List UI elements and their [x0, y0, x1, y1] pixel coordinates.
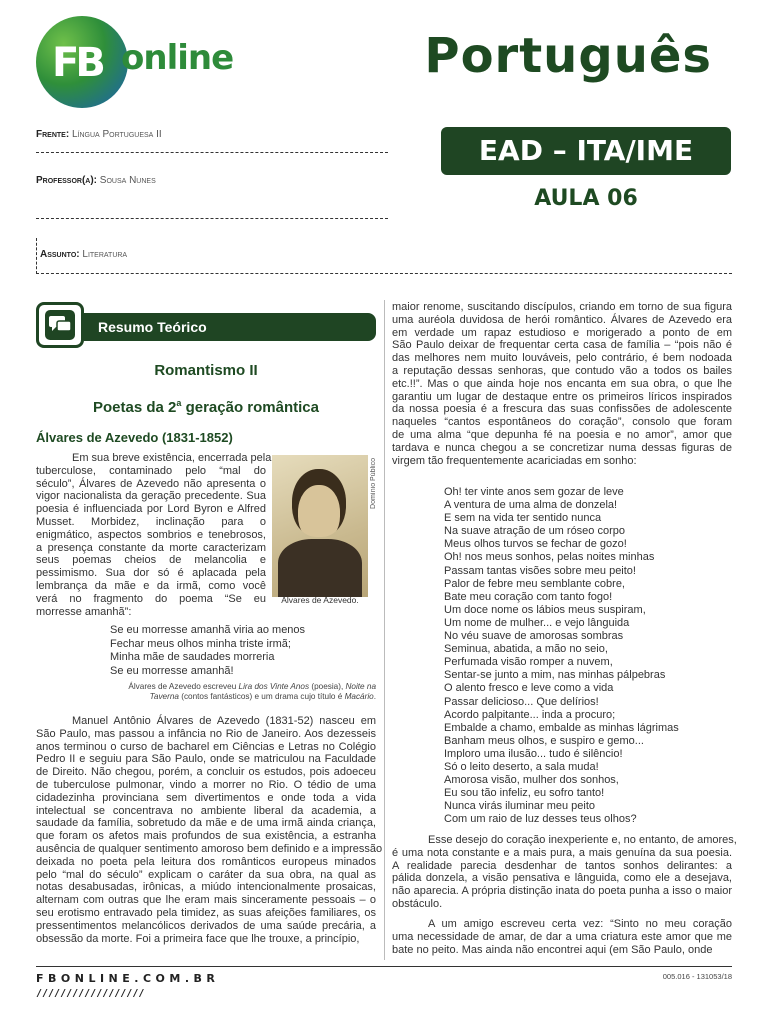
poem-excerpt	[110, 624, 305, 678]
text-line: pálida donzela, a visão pensativa e lânguida, como ele a desejava,	[392, 872, 732, 885]
text-line: Esse desejo do coração inexperiente e, no entanto, de amores,	[428, 834, 737, 846]
document-code: 005.016 - 131053/18	[662, 972, 732, 981]
text-line: é uma nota constante e a mais pura, a mais genuína da sua poesia.	[392, 846, 732, 859]
professor-label: Professor(a):	[36, 175, 97, 186]
text-line: Seminua, abatida, a mão no seio,	[444, 643, 608, 656]
text-line: que foram os afetos mais profundos de sua existência, a estranha	[36, 830, 376, 843]
text-line: tuberculose, contaminado pelo “mal do	[36, 464, 266, 477]
text-line: Um doce nome os lábios meus suspiram,	[444, 603, 646, 616]
divider	[36, 238, 38, 274]
chat-icon	[36, 302, 84, 348]
ead-badge: EAD – ITA/IME	[441, 127, 731, 175]
text-line: No véu suave de amorosas sombras	[444, 630, 624, 643]
text-line: Musset. Morbidez, inclinação para o	[36, 515, 266, 528]
paragraph	[36, 452, 272, 618]
text-line: uma necessidade de amar, de dar a uma criatura este amor que me	[392, 930, 732, 943]
photo-caption: Álvares de Azevedo.	[281, 595, 359, 605]
text-line: Em sua breve existência, encerrada pela	[72, 452, 272, 464]
text-line: Bate meu coração com tanto fogo!	[444, 590, 613, 603]
aula-number: AULA 06	[534, 186, 638, 211]
professor-field	[36, 175, 156, 186]
text-line: São Paulo, mas passou a infância no Rio de Janeiro. Aos dezesseis	[36, 727, 376, 740]
text-line: O alento fresco e leve como a vida	[444, 682, 614, 695]
footer-site-link[interactable]: FBONLINE.COM.BR	[36, 972, 220, 985]
frente-field	[36, 129, 162, 140]
assunto-label: Assunto:	[40, 249, 80, 260]
text-line: Amorosa visão, mulher dos sonhos,	[444, 774, 619, 787]
text-line: tardava e nunca chegou a se concretizar numa dessas figuras de	[392, 441, 732, 454]
text-line: de uma alma “que depunha fé na poesia e no amor”, amor que	[392, 428, 732, 441]
text-line: morresse amanhã”:	[36, 605, 132, 618]
paragraph	[392, 834, 737, 911]
text-line: pessimismo. Sua dor só é aplacada pela	[36, 567, 266, 580]
text-line: Embalde a chamo, embalde as minhas lágrimas	[444, 721, 679, 734]
text-line: A realidade parecia desdenhar de tantos sonhos delirantes: a	[392, 859, 732, 872]
frente-label: Frente:	[36, 129, 70, 140]
text-line: anos terminou o curso de bacharel em Ciências e Letras no Colégio	[36, 740, 376, 753]
text-line: enigmático, aspectos sombrios e tenebrosos,	[36, 528, 266, 541]
text-line: Nunca virás iluminar meu peito	[444, 800, 596, 813]
heading-poetas: Poetas da 2$^a$ geração romântica	[93, 398, 319, 416]
text-line: uma auréola duvidosa de herói romântico. Álvares de Azevedo era	[392, 313, 732, 326]
text-line: em verdade um rapaz estudioso e morigerado a ponto de em	[392, 326, 732, 339]
text-line: Um nome de mulher... e vejo lânguida	[444, 616, 630, 629]
text-line: bate no peito. Mas ainda não encontrei aqui (em São Paulo, onde	[392, 943, 713, 956]
text-line: Oh! nos meus sonhos, pelas noites minhas	[444, 551, 655, 564]
section-title: Resumo Teórico	[84, 313, 376, 341]
text-line: Só o leito deserto, a sala muda!	[444, 760, 599, 773]
text-line: Eu sou tão infeliz, eu sofro tanto!	[444, 787, 605, 800]
text-line: das melhores nem muito louváveis, pelo contrário, é bem nodoada	[392, 352, 732, 365]
paragraph	[392, 301, 732, 467]
photo-credit: Domínio Público	[370, 458, 377, 509]
text-line: seu erotismo entravado pela timidez, as suas afeições familiares, os	[36, 906, 376, 919]
text-line: Passam tantas visões sobre meu peito!	[444, 564, 636, 577]
text-line: alternam com outras que lhe eram mais sinceramente pessoais – o	[36, 894, 376, 907]
paragraph	[392, 918, 732, 956]
divider	[36, 273, 732, 274]
poem-excerpt	[444, 486, 679, 826]
text-line: Acordo palpitante... inda a procuro;	[444, 708, 616, 721]
frente-value: Língua Portuguesa II	[71, 129, 162, 140]
text-line: de Direito. Não chegou, porém, a concluir os estudos, pois adoeceu	[36, 766, 376, 779]
text-line: de tuberculose pulmonar, vindo a morrer no Rio. O tédio de uma	[36, 778, 376, 791]
footnote: Álvares de Azevedo escreveu Lira dos Vinte Anos (poesia), Noite na Taverna (contos fantásticos) e um drama cujo título é Macário.	[128, 682, 376, 702]
text-line: maior renome, suscitando discípulos, criando em torno de sua figura	[392, 301, 732, 313]
text-line: São Paulo deixar de frequentar certa casa de família – “pois não é	[392, 339, 732, 352]
text-line: Minha mãe de saudades morreria	[110, 651, 275, 663]
text-line: Se eu morresse amanhã viria ao menos	[110, 624, 306, 636]
logo-online: online	[121, 38, 234, 78]
text-line: Na suave atração de um róseo corpo	[444, 525, 625, 538]
column-divider	[384, 300, 385, 960]
text-line: obsessão da morte. Foi a primeira face que lhe trouxe, a princípio,	[36, 932, 360, 945]
text-line: lembrança da mãe e da irmã, como você	[36, 579, 266, 592]
text-line: Banham meus olhos, e suspiro e gemo...	[444, 734, 644, 747]
text-line: a reputação dessas senhoras, que contudo vão a todos os bailes	[392, 364, 732, 377]
text-line: E sem na vida ter sentido nunca	[444, 512, 602, 525]
text-line: A ventura de uma alma de donzela!	[444, 499, 618, 512]
assunto-field	[40, 249, 127, 260]
page-subject-title: Português	[424, 28, 712, 84]
text-line: A um amigo escreveu certa vez: “Sinto no meu coração	[428, 918, 732, 930]
text-line: verá no fragmento do poema “Se eu	[36, 592, 266, 605]
portrait-image	[272, 455, 368, 597]
text-line: seus poemas cheios de melancolia e	[36, 554, 266, 567]
text-line: virgem tão frequentemente acariciadas em sonho:	[392, 454, 637, 467]
footer-decoration: //////////////////	[36, 988, 145, 999]
text-line: saudade da família, sobretudo da mãe e de uma irmã ainda criança,	[36, 817, 376, 830]
text-line: Com um raio de luz desses teus olhos?	[444, 813, 637, 826]
text-line: Meus olhos turvos se fechar de gozo!	[444, 538, 627, 551]
text-line: Fechar meus olhos minha triste irmã;	[110, 637, 291, 650]
text-line: da nossa poesia é a frescura das suas confissões de adolescente	[392, 403, 732, 416]
text-line: cidadezinha provinciana sem divertimentos e onde toda a vida	[36, 791, 376, 804]
text-line: vigor nacionalista da geração precedente. Sua	[36, 490, 266, 503]
text-line: notas desabusadas, irônicas, a miúdo intencionalmente prosaicas,	[36, 881, 376, 894]
text-line: pressentimentos melancólicos derivados de uma saúde precária, a	[36, 919, 376, 932]
text-line: não aparecia. A própria distinção inata do poeta punha a isso o maior	[392, 885, 732, 898]
text-line: Se eu morresse amanhã!	[110, 664, 234, 677]
text-line: deixada no poeta pela leitura dos românticos europeus minados	[36, 855, 376, 868]
divider	[36, 152, 388, 153]
text-line: obstáculo.	[392, 897, 443, 910]
text-line: século”, Álvares de Azevedo não apresenta o	[36, 477, 266, 490]
heading-alvares: Álvares de Azevedo (1831-1852)	[36, 430, 233, 445]
footer-divider	[36, 966, 732, 967]
text-line: Manuel Antônio Álvares de Azevedo (1831-52) nasceu em	[72, 715, 376, 727]
assunto-value: Literatura	[82, 249, 128, 260]
professor-value: Sousa Nunes	[99, 175, 156, 186]
text-line: Palor de febre meu semblante cobre,	[444, 577, 625, 590]
text-line: etc.!!”. Mas o que ainda hoje nos encanta em sua obra, o que lhe	[392, 377, 732, 390]
paragraph	[36, 715, 383, 945]
text-line: Passar delicioso... Que delírios!	[444, 695, 599, 708]
text-line: Perfumada visão romper a nuvem,	[444, 656, 613, 669]
text-line: garantiu um lugar de destaque entre os primeiros líricos inspirados	[392, 390, 732, 403]
text-line: naqueles “cantos espontâneos do coração”, consolo que foram	[392, 416, 732, 429]
logo-fb: FB	[52, 40, 102, 86]
heading-romantismo: Romantismo II	[154, 362, 258, 379]
text-line: Pedro II e seguiu para São Paulo, onde se matriculou na Faculdade	[36, 753, 376, 766]
text-line: Imploro uma ilusão... tudo é silêncio!	[444, 747, 623, 760]
text-line: Oh! ter vinte anos sem gozar de leve	[444, 486, 624, 498]
text-line: pelo “mal do século” explicam o caráter da sua obra, na qual as	[36, 868, 376, 881]
divider	[36, 218, 388, 219]
text-line: ausência de qualquer sentimento amoroso bem definido e a impressão	[36, 842, 383, 855]
text-line: Sentar-se junto a mim, nas minhas pálpebras	[444, 669, 666, 682]
text-line: a presença constante da morte caracterizam	[36, 541, 266, 554]
text-line: poesia é influenciada por Lord Byron e Alfred	[36, 503, 266, 516]
text-line: intelectual se concentrava no ambiente liberal da academia, a	[36, 804, 376, 817]
